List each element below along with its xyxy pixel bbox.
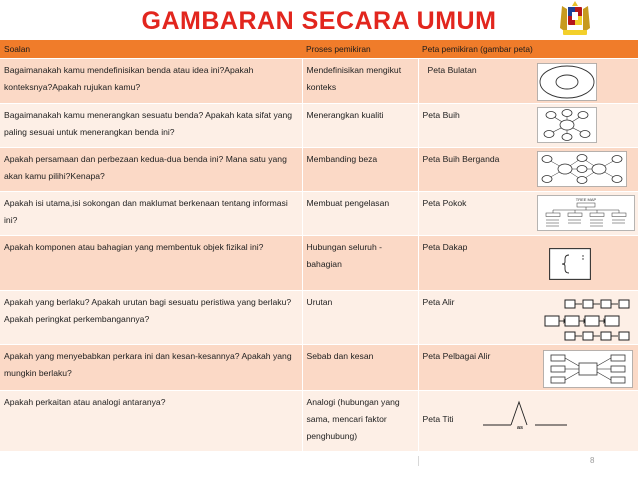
bubble-map-icon xyxy=(537,107,597,143)
soalan-cell: Apakah komponen atau bahagian yang membentuk objek fizikal ini? xyxy=(0,236,302,291)
peta-cell xyxy=(418,291,638,345)
tree-map-label: TREE MAP xyxy=(575,197,596,202)
soalan-cell: Apakah persamaan dan perbezaan kedua-dua benda ini? Mana satu yang akan kamu pilihi?Kenapa? xyxy=(0,148,302,192)
peta-name: Peta Buih xyxy=(422,110,460,120)
table-row xyxy=(0,148,638,192)
slide-title: GAMBARAN SECARA UMUM xyxy=(141,7,497,35)
peta-cell xyxy=(418,148,638,192)
soalan-cell: Apakah yang menyebabkan perkara ini dan kesan-kesannya? Apakah yang mungkin berlaku? xyxy=(0,345,302,391)
table-row xyxy=(0,59,638,104)
proses-cell: Menerangkan kualiti xyxy=(302,104,418,148)
proses-cell: Analogi (hubungan yang sama, mencari faktor penghubung) xyxy=(302,391,418,451)
peta-cell xyxy=(418,59,638,104)
peta-cell xyxy=(418,192,638,236)
peta-name: Peta Alir xyxy=(422,297,455,307)
table-row xyxy=(0,192,638,236)
double-bubble-map-icon xyxy=(537,151,627,187)
peta-name: Peta Dakap xyxy=(422,242,468,252)
peta-cell xyxy=(418,345,638,391)
footer-divider xyxy=(418,456,419,466)
tree-map-icon xyxy=(537,195,635,231)
peta-name: Peta Pokok xyxy=(422,198,467,208)
brace-map-icon xyxy=(549,248,591,280)
soalan-cell: Apakah yang berlaku? Apakah urutan bagi sesuatu peristiwa yang berlaku?Apakah peringkat perkembangannya? xyxy=(0,291,302,345)
table-row xyxy=(0,104,638,148)
peta-cell xyxy=(418,391,638,451)
peta-cell xyxy=(418,236,638,291)
proses-cell: Urutan xyxy=(302,291,418,345)
table-row xyxy=(0,345,638,391)
proses-cell: Sebab dan kesan xyxy=(302,345,418,391)
peta-name: Peta Titi xyxy=(422,414,454,424)
page-number: 8 xyxy=(590,456,595,465)
table-row xyxy=(0,236,638,291)
thinking-maps-table xyxy=(0,40,638,451)
peta-cell xyxy=(418,104,638,148)
peta-name: Peta Pelbagai Alir xyxy=(422,351,491,361)
circle-map-icon xyxy=(537,63,597,101)
soalan-cell: Apakah perkaitan atau analogi antaranya? xyxy=(0,391,302,451)
soalan-cell: Bagaimanakah kamu menerangkan sesuatu benda? Apakah kata sifat yang paling sesuai untuk menerangkan benda ini? xyxy=(0,104,302,148)
table-row xyxy=(0,391,638,451)
flow-map-icon xyxy=(543,299,637,343)
proses-cell: Membanding beza xyxy=(302,148,418,192)
proses-cell: Hubungan seluruh - bahagian xyxy=(302,236,418,291)
proses-cell: Mendefinisikan mengikut konteks xyxy=(302,59,418,104)
header-proses: Proses pemikiran xyxy=(302,40,418,59)
peta-name: Peta Buih Berganda xyxy=(422,154,500,164)
multi-flow-map-icon xyxy=(543,350,633,388)
proses-cell: Membuat pengelasan xyxy=(302,192,418,236)
header-soalan: Soalan xyxy=(0,40,302,59)
table-header-row xyxy=(0,40,638,59)
malaysia-coat-of-arms-icon xyxy=(553,0,597,38)
header-peta: Peta pemikiran (gambar peta) xyxy=(418,40,638,59)
peta-name: Peta Bulatan xyxy=(427,65,477,75)
soalan-cell: Bagaimanakah kamu mendefinisikan benda atau idea ini?Apakah konteksnya?Apakah rujukan kamu? xyxy=(0,59,302,104)
soalan-cell: Apakah isi utama,isi sokongan dan maklumat berkenaan tentang informasi ini? xyxy=(0,192,302,236)
table-row xyxy=(0,291,638,345)
bridge-map-label: as xyxy=(516,425,523,431)
bridge-map-icon xyxy=(483,397,567,431)
